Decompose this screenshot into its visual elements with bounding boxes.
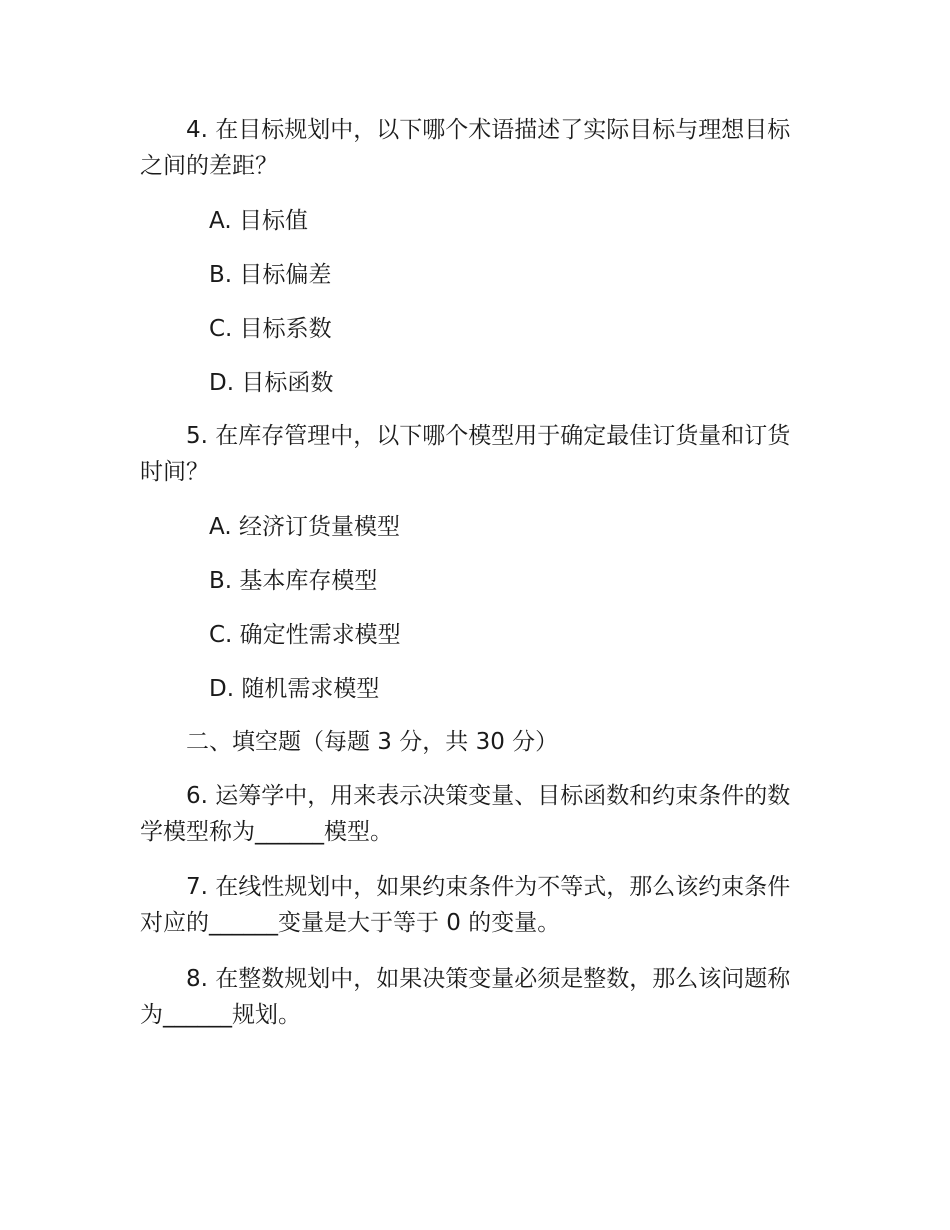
question-5-option-c: C. 确定性需求模型 <box>209 622 401 648</box>
question-6-text: 6. 运筹学中，用来表示决策变量、目标函数和约束条件的数学模型称为______模型。 <box>140 783 791 845</box>
question-4-option-b: B. 目标偏差 <box>209 262 332 288</box>
question-5-option-a: A. 经济订货量模型 <box>209 514 400 540</box>
question-4-option-a: A. 目标值 <box>209 208 308 234</box>
question-4 <box>140 112 812 184</box>
question-4-option-c: C. 目标系数 <box>209 316 332 342</box>
question-5 <box>140 418 812 490</box>
question-6 <box>140 778 812 850</box>
section-heading-fill-in: 二、填空题（每题 3 分，共 30 分） <box>186 729 559 755</box>
question-7-text: 7. 在线性规划中，如果约束条件为不等式，那么该约束条件对应的______变量是大于等于 0 的变量。 <box>140 874 791 936</box>
question-7 <box>140 869 812 941</box>
question-8 <box>140 961 812 1033</box>
question-5-option-b: B. 基本库存模型 <box>209 568 378 594</box>
question-4-text: 4. 在目标规划中，以下哪个术语描述了实际目标与理想目标之间的差距？ <box>140 117 791 179</box>
question-4-option-d: D. 目标函数 <box>209 370 334 396</box>
question-5-option-d: D. 随机需求模型 <box>209 676 380 702</box>
question-5-text: 5. 在库存管理中，以下哪个模型用于确定最佳订货量和订货时间？ <box>140 423 791 485</box>
question-8-text: 8. 在整数规划中，如果决策变量必须是整数，那么该问题称为______规划。 <box>140 966 791 1028</box>
